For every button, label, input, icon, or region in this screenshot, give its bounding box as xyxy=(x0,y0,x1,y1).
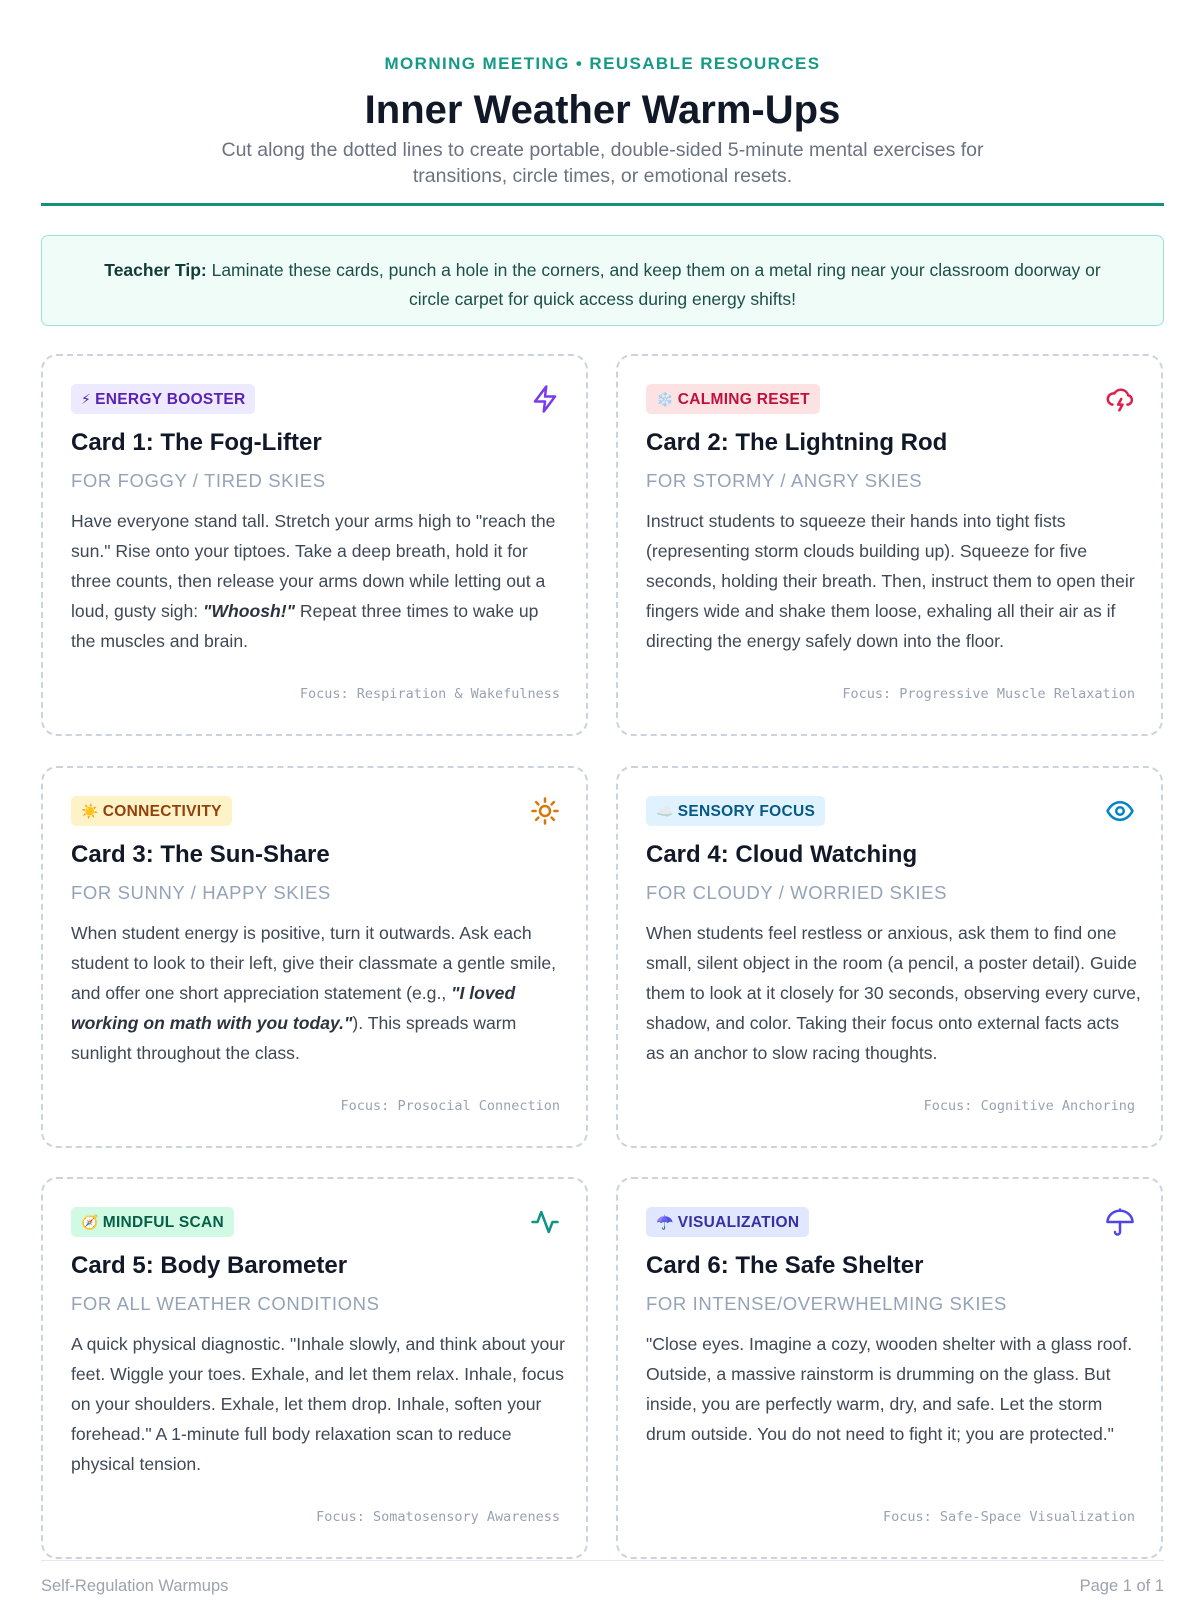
card-title: Card 3: The Sun-Share xyxy=(71,841,330,868)
warmup-card-6 xyxy=(616,1177,1163,1559)
pulse-icon xyxy=(530,1207,560,1237)
card-body-text-end: Repeat three times to wake up the muscles and brain. xyxy=(71,601,539,651)
card-body xyxy=(646,918,1141,1068)
umbrella-icon xyxy=(1105,1207,1135,1237)
card-body xyxy=(646,1329,1141,1449)
card-title: Card 5: Body Barometer xyxy=(71,1252,348,1279)
card-body-text: When students feel restless or anxious, ask them to find one small, silent object in the room (a pencil, a poster detail). Guide them to look at it closely for 30 seconds, observing every curve, shadow, and color. Taking their focus onto external facts acts as an anchor to slow racing thoughts. xyxy=(646,923,1141,1063)
card-body-text: When student energy is positive, turn it outwards. Ask each student to look to their left, give their classmate a gentle smile, and offer one short appreciation statement (e.g., xyxy=(71,923,557,1003)
lightning-bolt-icon xyxy=(530,384,560,414)
card-body-text: Have everyone stand tall. Stretch your arms high to "reach the sun." Rise onto your tiptoes. Take a deep breath, hold it for three counts, then release your arms down while letting out a loud, gusty sigh: xyxy=(71,511,556,621)
card-body xyxy=(71,918,566,1068)
card-title: Card 1: The Fog-Lifter xyxy=(71,429,322,456)
card-body-text: Instruct students to squeeze their hands into tight fists (representing storm clouds building up). Squeeze for five seconds, holding their breath. Then, instruct them to open their fingers wide and shake them loose, exhaling all their air as if directing the energy safely down into the floor. xyxy=(646,511,1135,651)
badge-label: SENSORY FOCUS xyxy=(677,803,816,820)
eye-icon xyxy=(1105,796,1135,826)
card-category-badge xyxy=(71,1207,234,1237)
card-subtitle: FOR SUNNY / HAPPY SKIES xyxy=(71,882,331,903)
page-number: Page 1 of 1 xyxy=(1079,1577,1164,1595)
footer-title: Self-Regulation Warmups xyxy=(41,1577,229,1595)
card-focus: Focus: Progressive Muscle Relaxation xyxy=(842,686,1135,702)
warmup-card-5 xyxy=(41,1177,588,1559)
badge-label: ENERGY BOOSTER xyxy=(95,391,246,408)
card-subtitle: FOR CLOUDY / WORRIED SKIES xyxy=(646,882,948,903)
teacher-tip-label: Teacher Tip: xyxy=(104,260,207,280)
warmup-card-3 xyxy=(41,766,588,1148)
page-kicker: MORNING MEETING • REUSABLE RESOURCES xyxy=(384,54,821,73)
card-focus: Focus: Safe-Space Visualization xyxy=(883,1509,1135,1525)
card-title: Card 6: The Safe Shelter xyxy=(646,1252,924,1279)
card-body-text: "Close eyes. Imagine a cozy, wooden shelter with a glass roof. Outside, a massive rainstorm is drumming on the glass. But inside, you are perfectly warm, dry, and safe. Let the storm drum outside. You do not need to fight it; you are protected." xyxy=(646,1334,1133,1444)
badge-emoji-icon: ❄️ xyxy=(656,391,674,407)
card-body-emphasis: "I loved working on math with you today." xyxy=(71,983,516,1033)
sun-icon xyxy=(530,796,560,826)
card-title: Card 2: The Lightning Rod xyxy=(646,429,948,456)
badge-emoji-icon: 🧭 xyxy=(81,1214,99,1230)
card-category-badge xyxy=(71,796,232,826)
card-focus: Focus: Somatosensory Awareness xyxy=(316,1509,560,1525)
card-subtitle: FOR STORMY / ANGRY SKIES xyxy=(646,470,923,491)
badge-emoji-icon: ☂️ xyxy=(656,1214,674,1230)
card-focus: Focus: Cognitive Anchoring xyxy=(923,1098,1135,1114)
warmup-card-4 xyxy=(616,766,1163,1148)
card-category-badge xyxy=(646,796,825,826)
card-subtitle: FOR ALL WEATHER CONDITIONS xyxy=(71,1293,380,1314)
card-focus: Focus: Prosocial Connection xyxy=(340,1098,560,1114)
badge-emoji-icon: ☁️ xyxy=(656,803,674,819)
teacher-tip-box xyxy=(41,235,1164,326)
badge-emoji-icon: ☀️ xyxy=(81,803,99,819)
card-body-text-end: ). This spreads warm sunlight throughout the class. xyxy=(71,1013,517,1063)
card-title: Card 4: Cloud Watching xyxy=(646,841,918,868)
card-body-emphasis: "Whoosh!" xyxy=(203,601,295,621)
card-category-badge xyxy=(71,384,255,414)
card-body xyxy=(71,506,566,656)
badge-label: CONNECTIVITY xyxy=(102,803,222,820)
badge-label: VISUALIZATION xyxy=(677,1214,800,1231)
teacher-tip-text: Laminate these cards, punch a hole in the corners, and keep them on a metal ring near your classroom doorway or circle carpet for quick access during energy shifts! xyxy=(206,260,1101,309)
card-category-badge xyxy=(646,1207,809,1237)
card-subtitle: FOR INTENSE/OVERWHELMING SKIES xyxy=(646,1293,1007,1314)
page-footer xyxy=(41,1560,1164,1600)
card-focus: Focus: Respiration & Wakefulness xyxy=(299,686,560,702)
card-body xyxy=(71,1329,566,1479)
badge-label: CALMING RESET xyxy=(677,391,810,408)
warmup-card-1 xyxy=(41,354,588,736)
badge-emoji-icon: ⚡ xyxy=(81,391,92,407)
card-category-badge xyxy=(646,384,820,414)
card-body-text: A quick physical diagnostic. "Inhale slowly, and think about your feet. Wiggle your toes. Exhale, and let them relax. Inhale, focus on your shoulders. Exhale, let them drop. Inhale, soften your forehead." A 1-minute full body relaxation scan to reduce physical tension. xyxy=(71,1334,565,1474)
badge-label: MINDFUL SCAN xyxy=(102,1214,225,1231)
card-subtitle: FOR FOGGY / TIRED SKIES xyxy=(71,470,326,491)
card-body xyxy=(646,506,1141,656)
page-title: Inner Weather Warm-Ups xyxy=(364,88,841,132)
storm-cloud-icon xyxy=(1105,384,1135,414)
page-subtitle: Cut along the dotted lines to create portable, double-sided 5-minute mental exercises for transitions, circle times, or emotional resets. xyxy=(221,139,984,187)
warmup-card-2 xyxy=(616,354,1163,736)
page-header xyxy=(41,0,1164,206)
